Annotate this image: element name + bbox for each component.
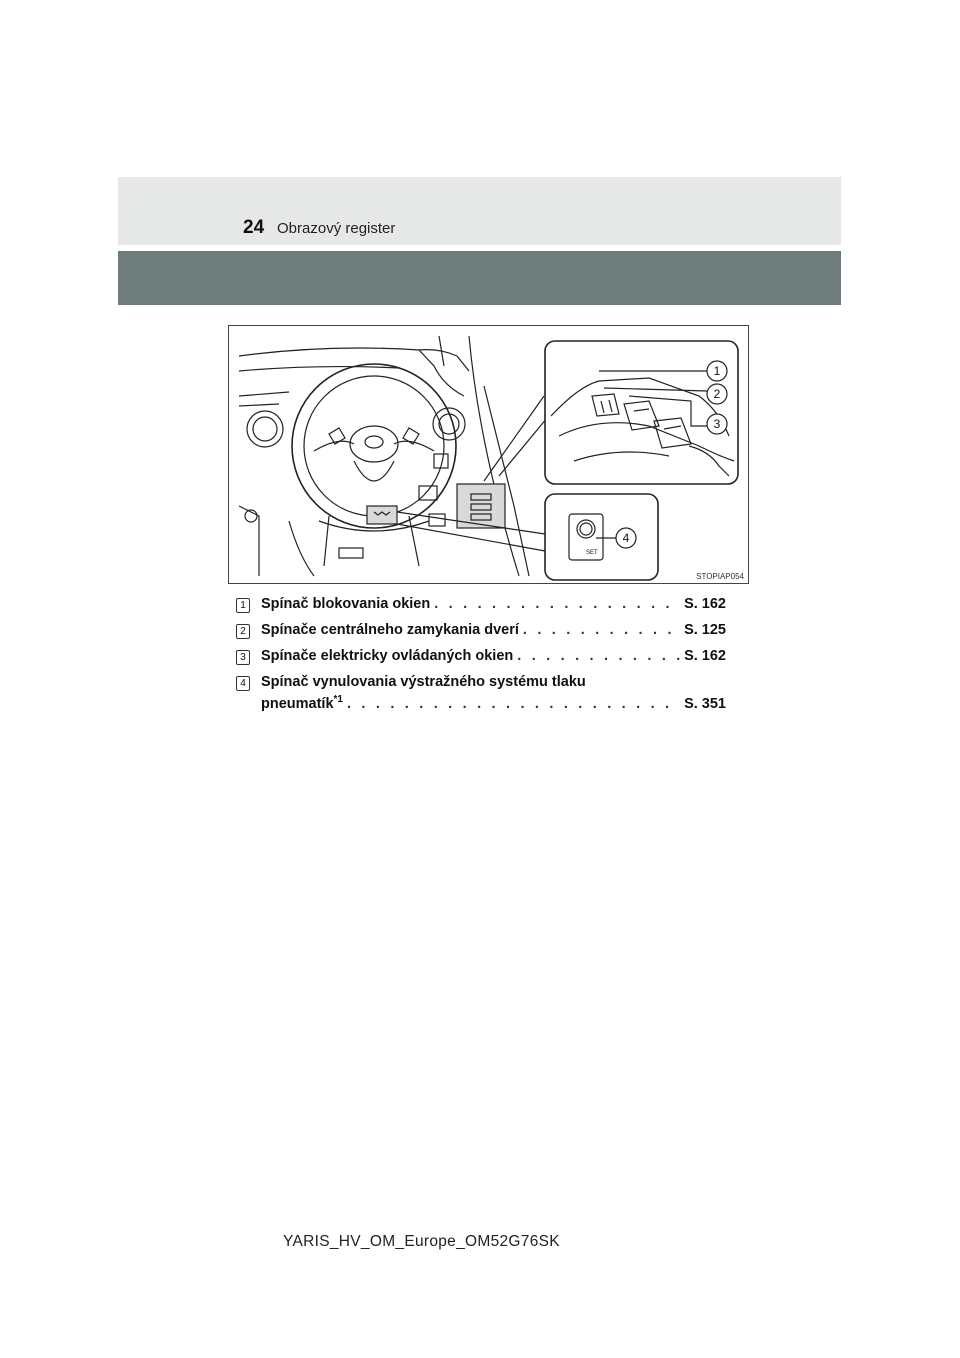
list-item (236, 622, 726, 642)
dot-leader (434, 596, 680, 612)
item-text: Spínač vynulovania výstražného systému tlaku (261, 674, 586, 690)
callout-3: 3 (713, 417, 721, 431)
list-item (236, 596, 726, 616)
set-label: SET (586, 550, 598, 556)
item-number: 3 (236, 650, 250, 665)
section-bar (118, 251, 841, 305)
page-ref-link[interactable]: S. 351 (684, 695, 726, 712)
item-text: Spínače centrálneho zamykania dverí (261, 622, 519, 638)
callout-1: 1 (713, 364, 721, 378)
document-code: YARIS_HV_OM_Europe_OM52G76SK (283, 1233, 560, 1250)
item-number: 1 (236, 598, 250, 613)
page-ref-link[interactable]: S. 162 (684, 648, 726, 664)
figure-code: STOPIAP054 (696, 572, 744, 581)
item-text: Spínač blokovania okien (261, 596, 431, 612)
header-band (118, 177, 841, 245)
section-title: Obrazový register (277, 220, 396, 237)
footnote-marker: *1 (333, 694, 343, 705)
page-number: 24 (243, 217, 265, 238)
page-ref-link[interactable]: S. 162 (684, 596, 726, 612)
item-number: 2 (236, 624, 250, 639)
dot-leader (517, 648, 680, 664)
list-item (236, 674, 726, 714)
item-number: 4 (236, 676, 250, 691)
callout-4: 4 (622, 531, 630, 545)
item-text: Spínače elektricky ovládaných okien (261, 648, 514, 664)
item-text-continued: pneumatík$^{*1}$ (261, 694, 343, 712)
dot-leader (523, 622, 680, 638)
list-item (236, 648, 726, 668)
dashboard-drawing (229, 326, 748, 583)
item-list (236, 596, 726, 714)
dot-leader (347, 696, 680, 712)
dashboard-illustration (228, 325, 749, 584)
callout-2: 2 (713, 387, 721, 401)
page-ref-link[interactable]: S. 125 (684, 622, 726, 638)
